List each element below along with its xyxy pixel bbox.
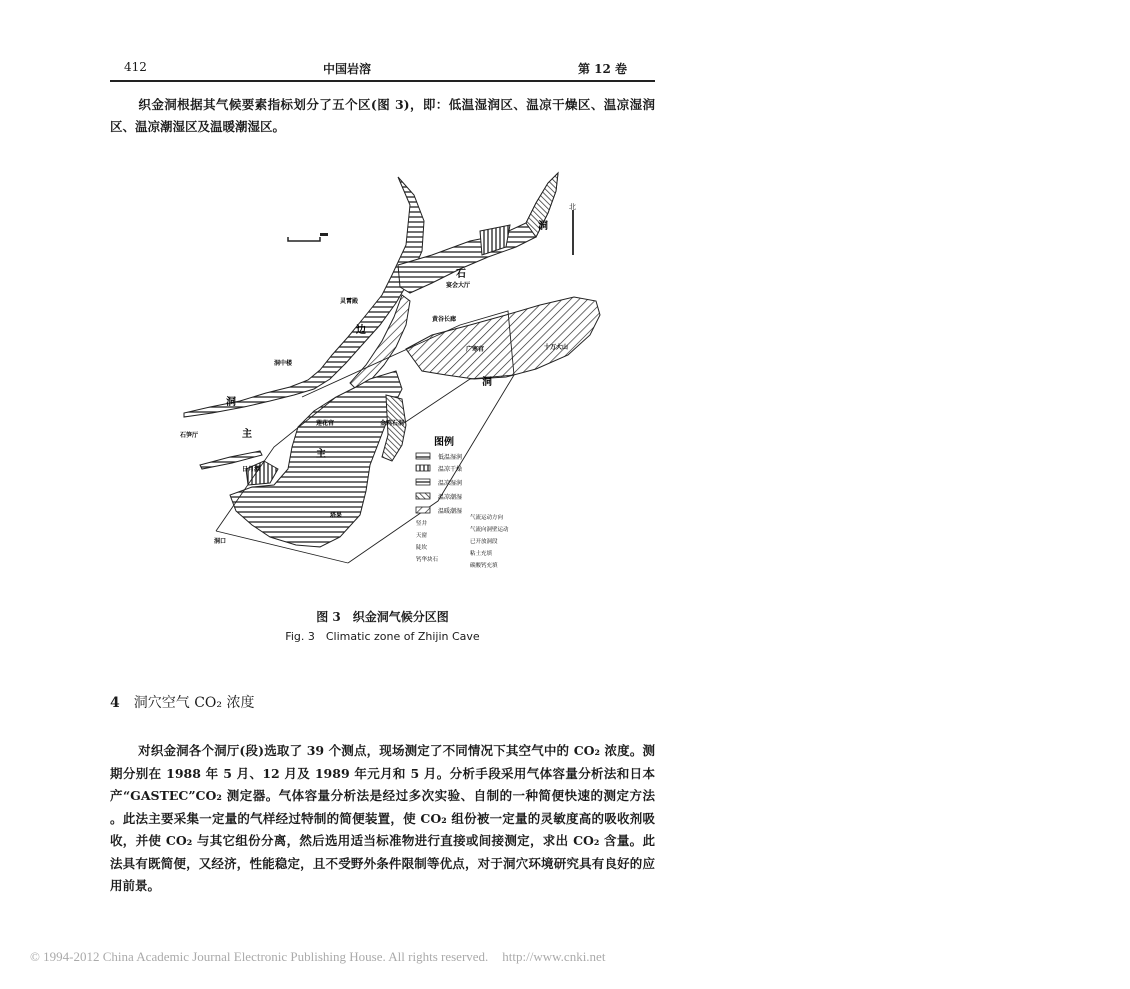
label-jiulouting: 洞中楼 [274, 360, 293, 367]
page-number: 412 [124, 60, 147, 74]
legend-symbol-left-2: 天窗 [416, 533, 428, 539]
scale-bar [288, 233, 328, 241]
copyright-notice: © 1994-2012 China Academic Journal Electronic Publishing House. All rights reserved. [30, 949, 489, 964]
label-riyuetan: 日月潭 [242, 466, 261, 473]
label-qiulongting: 灵霄殿 [340, 298, 359, 305]
label-kuangjiao: 金鸡石洞 [380, 420, 405, 427]
label-dongkou: 洞口 [214, 538, 227, 545]
body-text: 对织金洞各个洞厅(段)选取了 39 个测点，现场测定了不同情况下其空气中的 CO₂ 浓度。测期分别在 1988 年 5 月、12 月及 1989 年元月和 5 月。分析手段采用气体容量分析法和日本产“GASTEC”CO₂ 测定器。气体容量分析法是经过多次实验、自制的一种简便快速的测定方法 。此法主要采集一定量的气样经过特制的简便装置，使 CO₂ 组份被一定量的灵敏度高的吸收剂吸收，并使 CO₂ 与其它组份分离，然后选用适当标准物进行直接或间接测定，求出 CO₂ 含量。此法具有既简便，又经济，性能稳定，且不受野外条件限制等优点，对于洞穴环境研究具有良好的应用前景。 [110, 743, 655, 893]
section-number: 4 [110, 695, 120, 711]
intro-text: 织金洞根据其气候要素指标划分了五个区(图 3)，即：低温湿润区、温凉干燥区、温凉湿润区、温凉潮湿区及温暖潮湿区。 [110, 97, 655, 134]
legend [416, 435, 509, 569]
legend-symbol-left-3: 陡坎 [416, 545, 428, 551]
climatic-zone-map [170, 165, 610, 585]
legend-symbol-left-1: 竖井 [416, 521, 428, 527]
volume-label: 第 12 卷 [577, 62, 627, 76]
label-shi: 石 [456, 269, 466, 280]
label-zhu: 主 [316, 449, 326, 460]
label-shiceting: 石笋厅 [180, 432, 199, 439]
legend-item-5: 温暖潮湿 [438, 508, 463, 515]
legend-symbol-right-2: 气流向洞壁运动 [470, 527, 509, 533]
north-arrow [569, 202, 576, 255]
label-jiuchu: 黄谷长廊 [432, 316, 457, 323]
legend-symbol-right-4: 粘土充填 [470, 551, 493, 557]
body-paragraph [110, 740, 655, 898]
legend-item-1: 低温湿润 [438, 454, 463, 461]
legend-item-2: 温凉干燥 [438, 466, 463, 473]
label-dong-top: 洞 [538, 221, 548, 232]
footer-watermark [30, 949, 670, 965]
label-bian: 边 [356, 325, 366, 336]
label-dong-east: 洞 [482, 377, 492, 388]
section-title: 洞穴空气 CO₂ 浓度 [133, 695, 255, 711]
label-guangchang: 广寒宫 [466, 346, 485, 353]
north-label: 北 [569, 203, 576, 211]
cnki-link[interactable]: http://www.cnki.net [502, 949, 606, 964]
legend-symbol-right-3: 已开放洞段 [470, 539, 498, 545]
zone-shiwandashan [406, 297, 600, 379]
label-taguo: 塔果 [330, 512, 343, 519]
legend-item-3: 温凉湿润 [438, 480, 463, 487]
intro-paragraph [110, 94, 655, 138]
label-zhu-west: 主 [242, 429, 252, 440]
legend-symbol-left-4: 钙华块石 [416, 557, 439, 563]
label-yunshan: 莲花宫 [316, 420, 335, 427]
figure-caption-cn: 图 3 织金洞气候分区图 [316, 610, 449, 624]
label-huihuang: 宴会大厅 [446, 282, 471, 289]
label-dong-west: 洞 [226, 397, 236, 408]
section-heading [110, 692, 254, 712]
legend-symbol-right-1: 气流运动方向 [470, 515, 504, 521]
legend-symbol-right-5: 碳酸钙充填 [470, 563, 498, 569]
running-header [110, 60, 655, 80]
journal-name: 中国岩溶 [323, 62, 372, 76]
legend-title: 图例 [434, 437, 454, 448]
legend-item-4: 温凉潮湿 [438, 494, 463, 501]
figure-caption-en: Fig. 3 Climatic zone of Zhijin Cave [285, 630, 480, 643]
header-rule [110, 80, 655, 82]
label-shiwandashan: 十万大山 [544, 344, 569, 351]
